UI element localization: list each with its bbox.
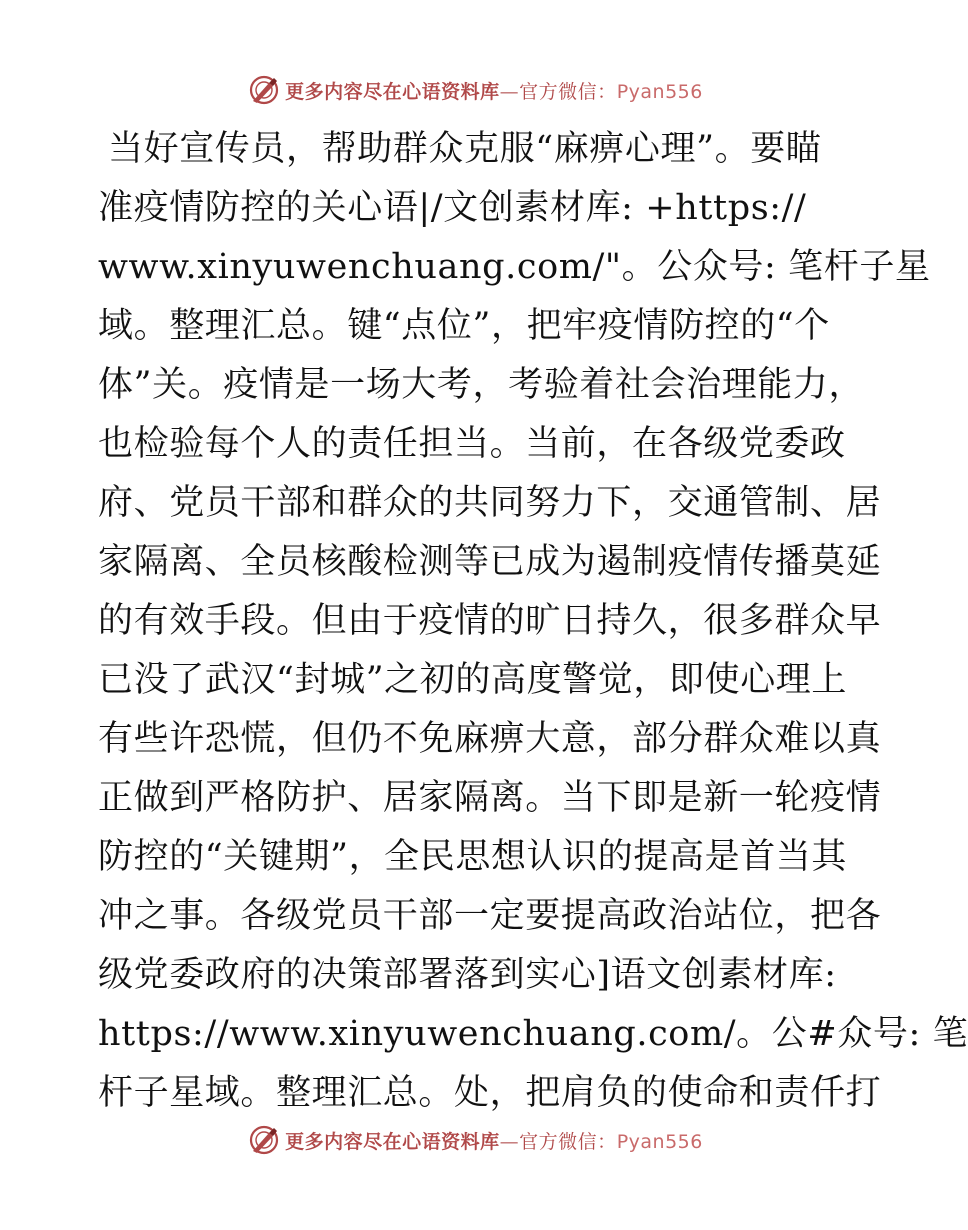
body-line: 已没了武汉“封城”之初的高度警觉，即使心理上 (98, 660, 847, 700)
body-line: 正做到严格防护、居家隔离。当下即是新一轮疫情 (98, 778, 882, 818)
body-line: 当好宣传员，帮助群众克服“麻痹心理”。要瞄 (108, 129, 822, 169)
body-line: 府、党员干部和群众的共同努力下，交通管制、居 (98, 483, 882, 523)
footer-banner-separator: — (499, 1130, 520, 1153)
footer-banner-wechat-id: Pyan556 (616, 1130, 703, 1153)
body-line: 体”关。疫情是一场大考，考验着社会治理能力， (98, 365, 865, 405)
body-line: 级党委政府的决策部署落到实心]语文创素材库: (98, 955, 837, 995)
footer-banner-text (285, 1127, 703, 1154)
body-line: www.xinyuwenchuang.com/"。公众号: 笔杆子星 (98, 247, 931, 287)
footer-watermark-banner (0, 1120, 950, 1160)
header-banner-wechat-label: 官方微信： (519, 80, 617, 103)
body-line: 冲之事。各级党员干部一定要提高政治站位，把各 (98, 896, 882, 936)
body-line: 的有效手段。但由于疫情的旷日持久，很多群众早 (98, 601, 882, 641)
body-line: 域。整理汇总。键“点位”，把牢疫情防控的“个 (98, 306, 830, 346)
header-banner-wechat-id: Pyan556 (616, 80, 703, 103)
body-line: 防控的“关键期”，全民思想认识的提高是首当其 (98, 837, 847, 877)
body-line: 准疫情防控的关心语|/文创素材库: +https:// (98, 188, 807, 228)
pen-logo-icon (247, 1123, 281, 1157)
pen-logo-icon (247, 73, 281, 107)
header-banner-separator: — (499, 80, 520, 103)
body-line: 也检验每个人的责任担当。当前，在各级党委政 (98, 424, 846, 464)
document-body (98, 120, 968, 1123)
header-watermark-banner (0, 70, 950, 110)
header-banner-text (285, 77, 703, 104)
body-line: 杆子星域。整理汇总。处，把肩负的使命和责仟打 (98, 1073, 882, 1113)
body-line: 有些许恐慌，但仍不免麻痹大意，部分群众难以真 (98, 719, 882, 759)
header-banner-main: 更多内容尽在心语资料库 (285, 80, 500, 103)
body-line: https://www.xinyuwenchuang.com/。公#众号: 笔 (98, 1014, 968, 1054)
footer-banner-main: 更多内容尽在心语资料库 (285, 1130, 500, 1153)
footer-banner-wechat-label: 官方微信： (519, 1130, 617, 1153)
body-line: 家隔离、全员核酸检测等已成为遏制疫情传播莫延 (98, 542, 882, 582)
